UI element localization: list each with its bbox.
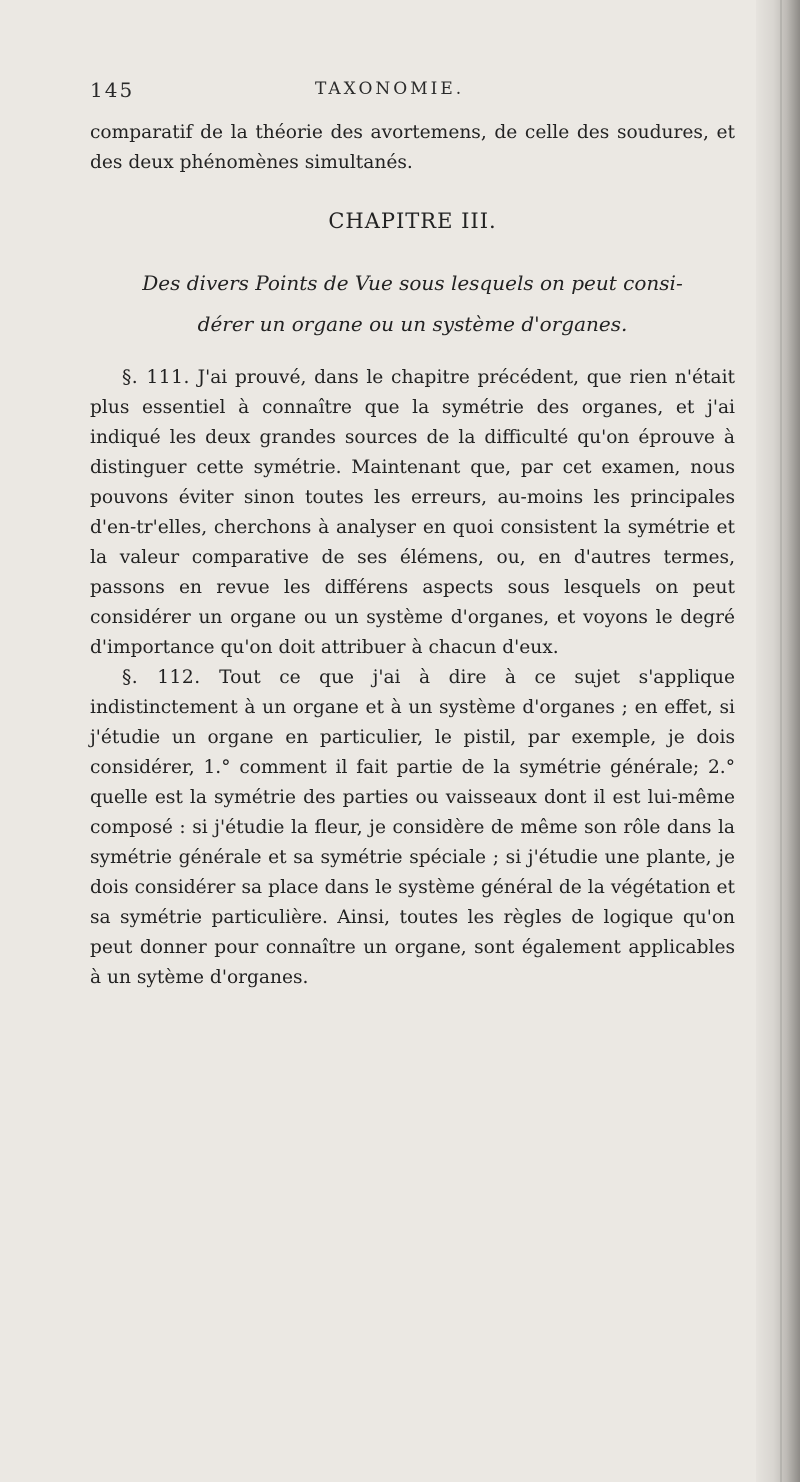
- paragraph-112: [90, 663, 735, 993]
- running-head-title: TAXONOMIE.: [315, 79, 465, 99]
- running-head: [90, 78, 735, 118]
- paragraph-text: J'ai prouvé, dans le chapitre précédent, que rien n'était plus essentiel à connaître que la symétrie des organes, et j'ai indiqué les deux grandes sources de la difficulté qu'on éprouve à distinguer cette symétrie. Maintenant que, par cet examen, nous pouvons éviter sinon toutes les erreurs, au-moins les principales d'en-tr'elles, cherchons à analyser en quoi consistent la symétrie et la valeur comparative de ses élémens, ou, en d'autres termes, passons en revue les différens aspects sous lesquels on peut considérer un organe ou un système d'organes, et voyons le degré d'importance qu'on doit attribuer à chacun d'eux.: [90, 367, 735, 658]
- paragraph-text: Tout ce que j'ai à dire à ce sujet s'applique indistinctement à un organe et à un système d'organes ; en effet, si j'étudie un organe en particulier, le pistil, par exemple, je dois considérer, 1.° comment il fait partie de la symétrie générale; 2.° quelle est la symétrie des parties ou vaisseaux dont il est lui-même composé : si j'étudie la fleur, je considère de même son rôle dans la symétrie générale et sa symétrie spéciale ; si j'étudie une plante, je dois considérer sa place dans le système général de la végétation et sa symétrie particulière. Ainsi, toutes les règles de logique qu'on peut donner pour connaître un organe, sont également applicables à un sytème d'organes.: [90, 667, 735, 988]
- paragraph-111: [90, 363, 735, 663]
- page-number: 145: [90, 78, 135, 102]
- paragraph-number: §. 112.: [122, 667, 201, 688]
- paragraph-number: §. 111.: [122, 367, 190, 388]
- text-block: [90, 78, 735, 993]
- chapter-heading: CHAPITRE III.: [328, 209, 497, 233]
- chapter-subtitle: [90, 263, 735, 345]
- chapter-subtitle-line-1: Des divers Points de Vue sous lesquels on peut consi-: [142, 271, 683, 295]
- chapter-subtitle-line-2: dérer un organe ou un système d'organes.: [197, 312, 628, 336]
- spine-fold-line: [780, 0, 782, 1482]
- intro-text: comparatif de la théorie des avortemens, de celle des soudures, et des deux phénomènes simultanés.: [90, 122, 735, 173]
- book-spine: [756, 0, 800, 1482]
